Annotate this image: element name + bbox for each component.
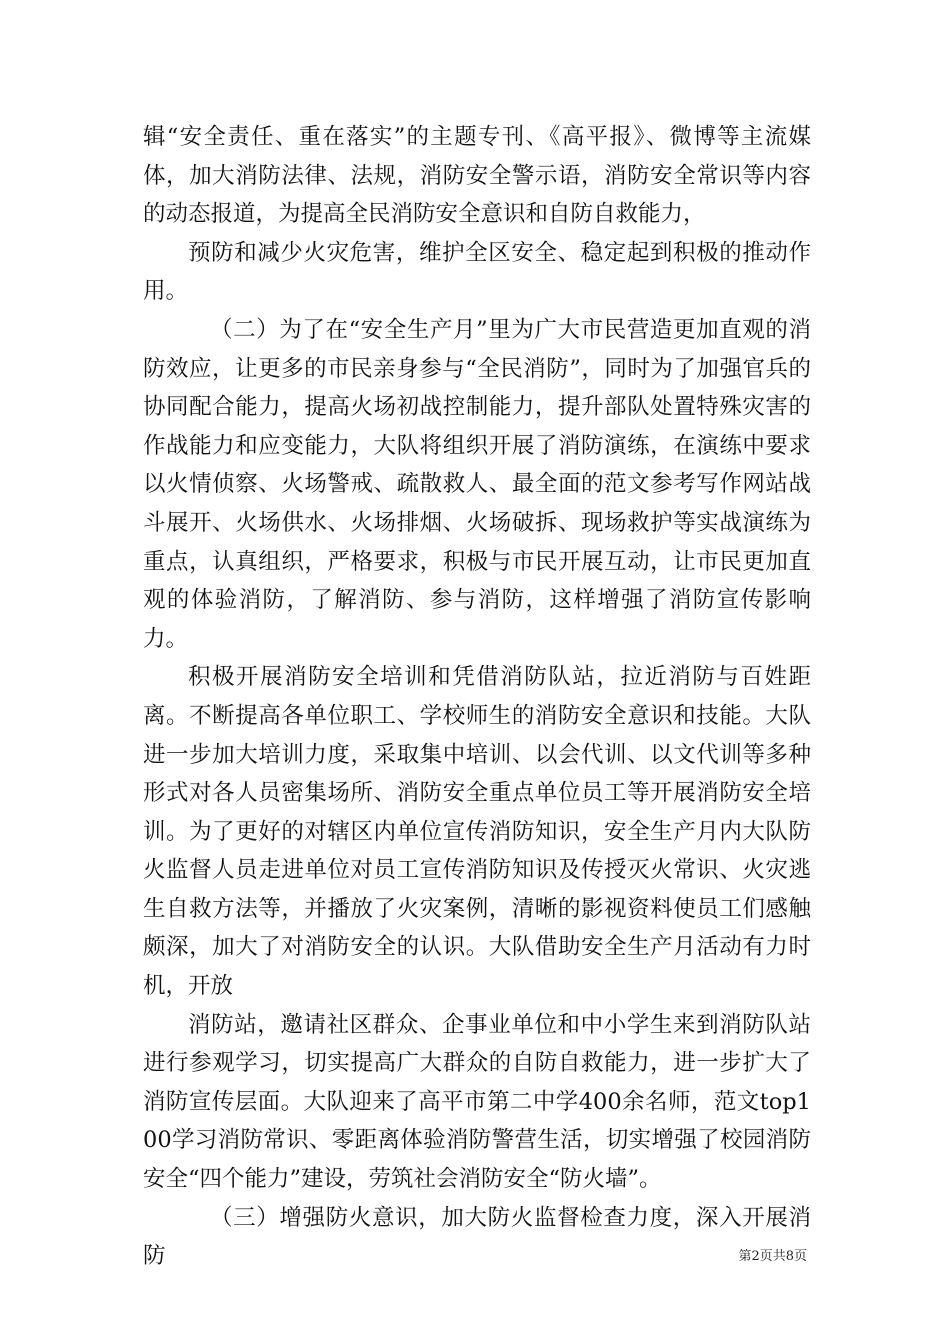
document-body xyxy=(143,118,811,1276)
paragraph-1: 辑“安全责任、重在落实”的主题专刊、《高平报》、微博等主流媒体，加大消防法律、法规，消防安全警示语，消防安全常识等内容的动态报道，为提高全民消防安全意识和自防自救能力， xyxy=(143,124,811,228)
paragraph-6: （三）增强防火意识，加大防火监督检查力度，深入开展消防 xyxy=(143,1204,811,1270)
page-number: 第2页共8页 xyxy=(738,1249,807,1264)
paragraph-4: 积极开展消防安全培训和凭借消防队站，拉近消防与百姓距离。不断提高各单位职工、学校师生的消防安全意识和技能。大队进一步加大培训力度，采取集中培训、以会代训、以文代训等多种形式对各人员密集场所、消防安全重点单位员工等开展消防安全培训。为了更好的对辖区内单位宣传消防知识，安全生产月内大队防火监督人员走进单位对员工宣传消防知识及传授灭火常识、火灾逃生自救方法等，并播放了火灾案例，清晰的影视资料使员工们感触颇深，加大了对消防安全的认识。大队借助安全生产月活动有力时机，开放 xyxy=(143,664,811,1000)
paragraph-5: 消防站，邀请社区群众、企事业单位和中小学生来到消防队站进行参观学习，切实提高广大群众的自防自救能力，进一步扩大了消防宣传层面。大队迎来了高平市第二中学400余名师，范文top100学习消防常识、零距离体验消防警营生活，切实增强了校园消防安全“四个能力”建设，劳筑社会消防安全“防火墙”。 xyxy=(143,1011,811,1193)
paragraph-2: 预防和减少火灾危害，维护全区安全、稳定起到积极的推动作用。 xyxy=(143,239,811,305)
paragraph-3: （二）为了在“安全生产月”里为广大市民营造更加直观的消防效应，让更多的市民亲身参与“全民消防”，同时为了加强官兵的协同配合能力，提高火场初战控制能力，提升部队处置特殊灾害的作战能力和应变能力，大队将组织开展了消防演练，在演练中要求以火情侦察、火场警戒、疏散救人、最全面的范文参考写作网站战斗展开、火场供水、火场排烟、火场破拆、现场救护等实战演练为重点，认真组织，严格要求，积极与市民开展互动，让市民更加直观的体验消防，了解消防、参与消防，这样增强了消防宣传影响力。 xyxy=(143,316,811,652)
